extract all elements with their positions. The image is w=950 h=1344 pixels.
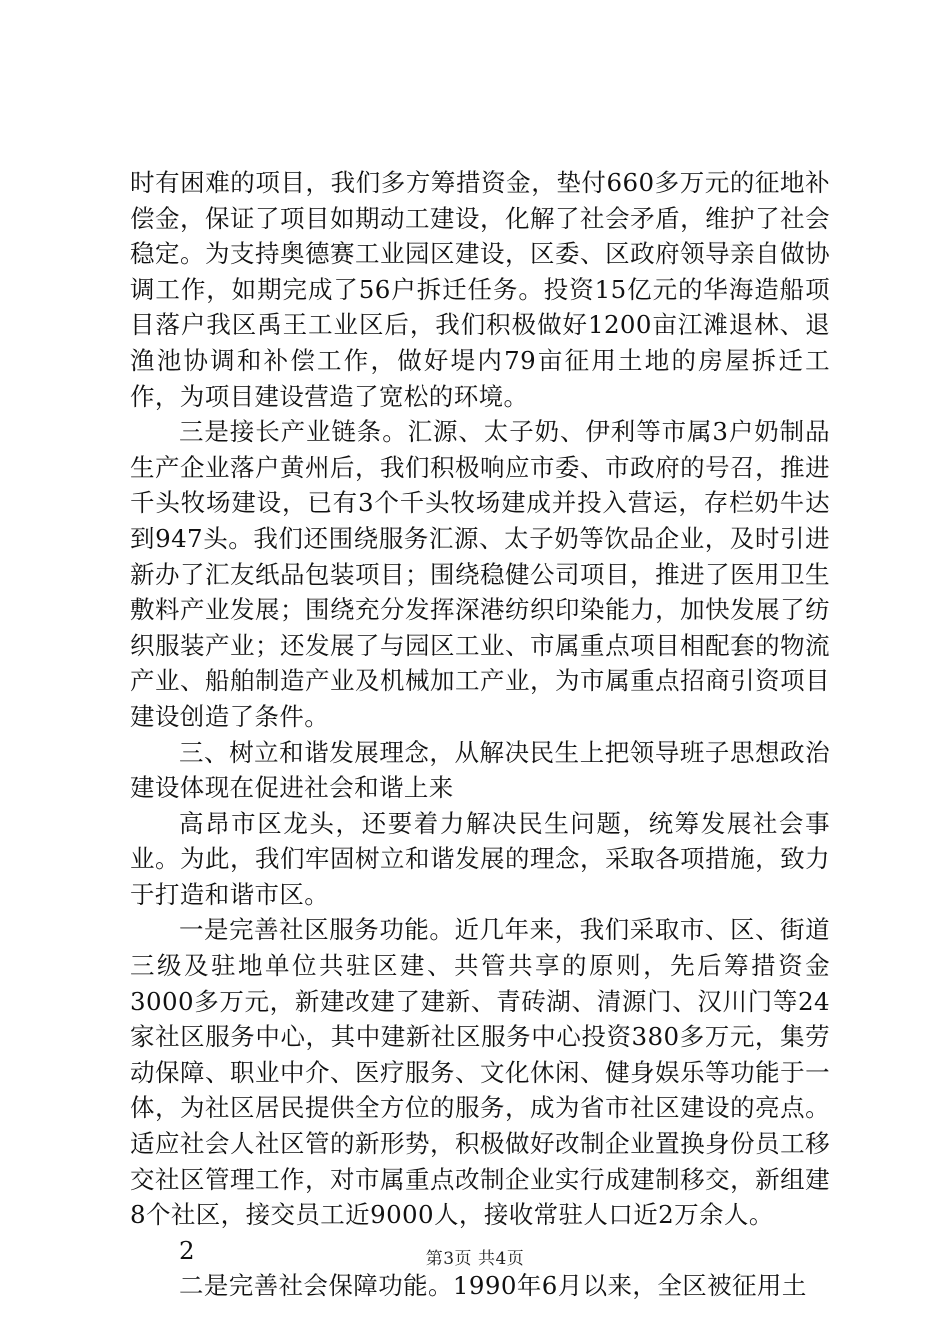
paragraph-industry-chain: 三是接长产业链条。汇源、太子奶、伊利等市属3户奶制品生产企业落户黄州后，我们积极响应市委、市政府的号召，推进千头牧场建设，已有3个千头牧场建成并投入营运，存栏奶牛达到947头。我们还围绕服务汇源、太子奶等饮品企业，及时引进新办了汇友纸品包装项目；围绕稳健公司项目，推进了医用卫生敷料产业发展；围绕充分发挥深港纺织印染能力，加快发展了纺织服装产业；还发展了与园区工业、市属重点项目相配套的物流产业、船舶制造产业及机械加工产业，为市属重点招商引资项目建设创造了条件。 (130, 417, 830, 731)
page-footer: 第3页 共4页 (425, 1249, 525, 1269)
section-heading-harmony: 三、树立和谐发展理念，从解决民生上把领导班子思想政治建设体现在促进社会和谐上来 (130, 737, 830, 803)
paragraph-livelihood: 高昂市区龙头，还要着力解决民生问题，统筹发展社会事业。为此，我们牢固树立和谐发展的理念，采取各项措施，致力于打造和谐市区。 (130, 808, 830, 909)
paragraph-social-security: 二是完善社会保障功能。1990年6月以来，全区被征用土 (179, 1271, 807, 1301)
paragraph-continuation: 时有困难的项目，我们多方筹措资金，垫付660多万元的征地补偿金，保证了项目如期动工建设，化解了社会矛盾，维护了社会稳定。为支持奥德赛工业园区建设，区委、区政府领导亲自做协调工作，如期完成了56户拆迁任务。投资15亿元的华海造船项目落户我区禹王工业区后，我们积极做好1200亩江滩退林、退渔池协调和补偿工作，做好堤内79亩征用土地的房屋拆迁工作，为项目建设营造了宽松的环境。 (130, 168, 830, 411)
document-body (130, 165, 830, 1304)
inline-page-number: 2 (179, 1235, 195, 1265)
paragraph-community-services: 一是完善社区服务功能。近几年来，我们采取市、区、街道三级及驻地单位共驻区建、共管共享的原则，先后筹措资金3000多万元，新建改建了建新、青砖湖、清源门、汉川门等24家社区服务中心，其中建新社区服务中心投资380多万元，集劳动保障、职业中介、医疗服务、文化休闲、健身娱乐等功能于一体，为社区居民提供全方位的服务，成为省市社区建设的亮点。适应社会人社区管的新形势，积极做好改制企业置换身份员工移交社区管理工作，对市属重点改制企业实行成建制移交，新组建8个社区，接交员工近9000人，接收常驻人口近2万余人。 (130, 915, 830, 1230)
